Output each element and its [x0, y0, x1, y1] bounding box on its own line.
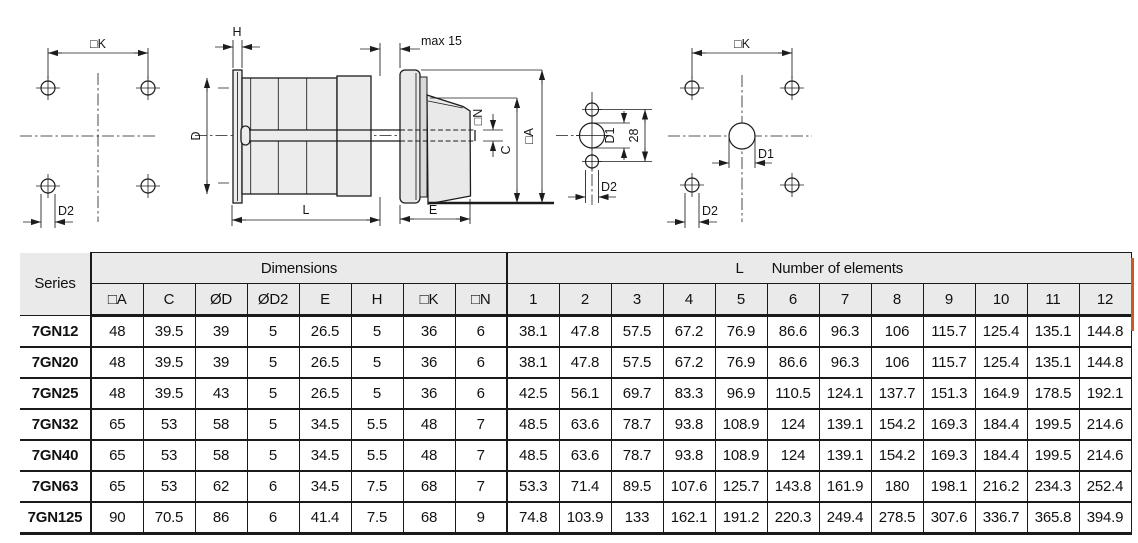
table-row — [20, 440, 1131, 471]
length-value: 67.2 — [663, 347, 715, 378]
length-value: 48.5 — [507, 409, 559, 440]
col-header-element: 11 — [1027, 284, 1079, 316]
dimension-value: 65 — [91, 409, 143, 440]
mounting-hole — [36, 76, 60, 100]
length-value: 106 — [871, 316, 923, 348]
length-value: 48.5 — [507, 440, 559, 471]
dimension-value: 26.5 — [299, 378, 351, 409]
dimension-value: 6 — [455, 378, 507, 409]
dimension-value: 5.5 — [351, 409, 403, 440]
length-value: 252.4 — [1079, 471, 1131, 502]
length-value: 47.8 — [559, 347, 611, 378]
sub-header-row — [20, 284, 1131, 316]
dim-label-d2: D2 — [58, 204, 74, 218]
panel-cutout-left-drawing — [20, 37, 160, 228]
length-value: 96.3 — [819, 347, 871, 378]
series-cell: 7GN32 — [20, 409, 91, 440]
dimension-value: 6 — [247, 502, 299, 534]
col-header-element: 4 — [663, 284, 715, 316]
length-value: 249.4 — [819, 502, 871, 534]
length-value: 154.2 — [871, 409, 923, 440]
length-value: 191.2 — [715, 502, 767, 534]
dim-label-28: 28 — [627, 128, 641, 143]
dim-label-e: E — [428, 203, 438, 217]
dimension-value: 41.4 — [299, 502, 351, 534]
dim-label-d1: D1 — [603, 127, 617, 144]
dimension-value: 36 — [403, 378, 455, 409]
dimension-value: 86 — [195, 502, 247, 534]
series-cell: 7GN40 — [20, 440, 91, 471]
length-value: 365.8 — [1027, 502, 1079, 534]
length-value: 151.3 — [923, 378, 975, 409]
length-value: 108.9 — [715, 440, 767, 471]
length-value: 198.1 — [923, 471, 975, 502]
dimension-value: 36 — [403, 347, 455, 378]
dimension-value: 53 — [143, 409, 195, 440]
dim-label-n: □N — [471, 108, 485, 126]
mounting-hole — [680, 76, 704, 100]
dimension-value: 5 — [247, 316, 299, 348]
dimension-value: 7 — [455, 471, 507, 502]
length-value: 63.6 — [559, 440, 611, 471]
length-value: 139.1 — [819, 409, 871, 440]
dimension-value: 53 — [143, 440, 195, 471]
length-value: 137.7 — [871, 378, 923, 409]
col-header-dimension: □K — [403, 284, 455, 316]
dim-label-h: H — [232, 25, 242, 39]
dimension-value: 48 — [91, 347, 143, 378]
dimension-value: 6 — [455, 347, 507, 378]
length-value: 76.9 — [715, 316, 767, 348]
dimension-value: 70.5 — [143, 502, 195, 534]
length-value: 139.1 — [819, 440, 871, 471]
shaft-detail-drawing — [556, 92, 652, 205]
group-header-row — [20, 253, 1131, 284]
length-value: 71.4 — [559, 471, 611, 502]
dim-label-d2: D2 — [601, 180, 617, 194]
dimension-value: 34.5 — [299, 409, 351, 440]
length-value: 220.3 — [767, 502, 819, 534]
length-value: 89.5 — [611, 471, 663, 502]
dimension-value: 39.5 — [143, 378, 195, 409]
length-value: 115.7 — [923, 347, 975, 378]
length-value: 47.8 — [559, 316, 611, 348]
dimension-value: 7.5 — [351, 502, 403, 534]
table-row — [20, 378, 1131, 409]
dimension-value: 68 — [403, 471, 455, 502]
col-header-dimension: H — [351, 284, 403, 316]
length-value: 336.7 — [975, 502, 1027, 534]
col-header-element: 10 — [975, 284, 1027, 316]
length-value: 78.7 — [611, 440, 663, 471]
length-value: 161.9 — [819, 471, 871, 502]
length-value: 125.7 — [715, 471, 767, 502]
length-value: 125.4 — [975, 347, 1027, 378]
length-value: 143.8 — [767, 471, 819, 502]
dim-label-d: D — [189, 131, 203, 141]
l-label: L — [735, 259, 744, 277]
dim-label-a: □A — [522, 128, 536, 144]
dimension-value: 39 — [195, 347, 247, 378]
dim-label-c: C — [499, 145, 513, 155]
length-value: 278.5 — [871, 502, 923, 534]
dimension-value: 5 — [351, 316, 403, 348]
series-cell: 7GN25 — [20, 378, 91, 409]
table-body — [20, 316, 1131, 534]
length-value: 53.3 — [507, 471, 559, 502]
dimension-value: 58 — [195, 409, 247, 440]
dim-label-k: □K — [90, 37, 106, 51]
length-value: 164.9 — [975, 378, 1027, 409]
length-value: 125.4 — [975, 316, 1027, 348]
dimension-value: 6 — [455, 316, 507, 348]
mounting-hole — [136, 174, 160, 198]
length-value: 124 — [767, 440, 819, 471]
dim-label-l: L — [302, 203, 310, 217]
col-header-dimension: C — [143, 284, 195, 316]
length-value: 169.3 — [923, 440, 975, 471]
length-value: 115.7 — [923, 316, 975, 348]
dimension-value: 39.5 — [143, 347, 195, 378]
dimension-value: 5 — [247, 378, 299, 409]
dimension-value: 7.5 — [351, 471, 403, 502]
length-value: 96.3 — [819, 316, 871, 348]
dimension-value: 5 — [351, 378, 403, 409]
dim-label-d2: D2 — [702, 204, 718, 218]
dimension-value: 26.5 — [299, 316, 351, 348]
length-value: 69.7 — [611, 378, 663, 409]
dimension-value: 43 — [195, 378, 247, 409]
dimension-value: 34.5 — [299, 471, 351, 502]
col-header-element: 2 — [559, 284, 611, 316]
series-cell: 7GN20 — [20, 347, 91, 378]
dim-label-d1: D1 — [758, 147, 774, 161]
table-row — [20, 316, 1131, 348]
length-value: 57.5 — [611, 347, 663, 378]
dimension-value: 7 — [455, 409, 507, 440]
table-row — [20, 502, 1131, 534]
series-cell: 7GN12 — [20, 316, 91, 348]
technical-drawings — [0, 0, 1138, 245]
dimension-value: 39 — [195, 316, 247, 348]
length-value: 162.1 — [663, 502, 715, 534]
col-header-element: 12 — [1079, 284, 1131, 316]
length-value: 169.3 — [923, 409, 975, 440]
series-cell: 7GN125 — [20, 502, 91, 534]
dimension-value: 5.5 — [351, 440, 403, 471]
dimension-value: 62 — [195, 471, 247, 502]
length-value: 106 — [871, 347, 923, 378]
series-cell: 7GN63 — [20, 471, 91, 502]
length-value: 124.1 — [819, 378, 871, 409]
col-header-series: Series — [20, 253, 91, 316]
dim-label-max15: max 15 — [421, 34, 462, 48]
dimension-value: 36 — [403, 316, 455, 348]
table-row — [20, 409, 1131, 440]
length-value: 184.4 — [975, 409, 1027, 440]
length-value: 78.7 — [611, 409, 663, 440]
col-group-elements — [507, 253, 1131, 284]
col-group-dimensions: Dimensions — [91, 253, 507, 284]
length-value: 38.1 — [507, 347, 559, 378]
dim-label-k: □K — [734, 37, 750, 51]
col-header-dimension: ØD — [195, 284, 247, 316]
dimension-value: 5 — [247, 440, 299, 471]
length-value: 76.9 — [715, 347, 767, 378]
dimension-value: 48 — [91, 378, 143, 409]
length-value: 214.6 — [1079, 409, 1131, 440]
length-value: 107.6 — [663, 471, 715, 502]
length-value: 307.6 — [923, 502, 975, 534]
length-value: 394.9 — [1079, 502, 1131, 534]
dimension-value: 90 — [91, 502, 143, 534]
length-value: 216.2 — [975, 471, 1027, 502]
length-value: 135.1 — [1027, 316, 1079, 348]
elements-label: Number of elements — [771, 259, 904, 277]
length-value: 180 — [871, 471, 923, 502]
dimension-value: 39.5 — [143, 316, 195, 348]
dimension-value: 65 — [91, 471, 143, 502]
dimension-value: 48 — [91, 316, 143, 348]
length-value: 63.6 — [559, 409, 611, 440]
dimension-value: 34.5 — [299, 440, 351, 471]
length-value: 184.4 — [975, 440, 1027, 471]
dimension-value: 48 — [403, 440, 455, 471]
length-value: 110.5 — [767, 378, 819, 409]
length-value: 42.5 — [507, 378, 559, 409]
dimension-value: 65 — [91, 440, 143, 471]
col-header-element: 5 — [715, 284, 767, 316]
col-header-element: 7 — [819, 284, 871, 316]
length-value: 103.9 — [559, 502, 611, 534]
length-value: 135.1 — [1027, 347, 1079, 378]
length-value: 199.5 — [1027, 409, 1079, 440]
length-value: 214.6 — [1079, 440, 1131, 471]
length-value: 67.2 — [663, 316, 715, 348]
panel-cutout-right-drawing — [667, 37, 812, 228]
col-header-dimension: □N — [455, 284, 507, 316]
dimension-value: 26.5 — [299, 347, 351, 378]
table-row — [20, 471, 1131, 502]
dimension-value: 53 — [143, 471, 195, 502]
length-value: 234.3 — [1027, 471, 1079, 502]
side-view-handle-drawing — [360, 34, 554, 224]
dimensions-table — [20, 252, 1132, 535]
length-value: 86.6 — [767, 316, 819, 348]
dimension-value: 7 — [455, 440, 507, 471]
mounting-hole — [36, 174, 60, 198]
length-value: 86.6 — [767, 347, 819, 378]
col-header-dimension: E — [299, 284, 351, 316]
mounting-hole — [136, 76, 160, 100]
dimension-value: 5 — [247, 347, 299, 378]
length-value: 74.8 — [507, 502, 559, 534]
length-value: 96.9 — [715, 378, 767, 409]
mounting-hole — [780, 173, 804, 197]
length-value: 57.5 — [611, 316, 663, 348]
length-value: 154.2 — [871, 440, 923, 471]
length-value: 93.8 — [663, 440, 715, 471]
length-value: 199.5 — [1027, 440, 1079, 471]
dimension-value: 5 — [351, 347, 403, 378]
length-value: 124 — [767, 409, 819, 440]
dimension-value: 48 — [403, 409, 455, 440]
table-row — [20, 347, 1131, 378]
mounting-hole — [680, 173, 704, 197]
dimension-value: 5 — [247, 409, 299, 440]
col-header-element: 3 — [611, 284, 663, 316]
dimension-value: 6 — [247, 471, 299, 502]
col-header-element: 1 — [507, 284, 559, 316]
length-value: 93.8 — [663, 409, 715, 440]
dimension-value: 68 — [403, 502, 455, 534]
length-value: 192.1 — [1079, 378, 1131, 409]
length-value: 144.8 — [1079, 347, 1131, 378]
col-header-element: 9 — [923, 284, 975, 316]
section-tab-marker — [1131, 258, 1134, 331]
mounting-hole — [780, 76, 804, 100]
length-value: 108.9 — [715, 409, 767, 440]
col-header-element: 8 — [871, 284, 923, 316]
col-header-dimension: □A — [91, 284, 143, 316]
length-value: 133 — [611, 502, 663, 534]
length-value: 38.1 — [507, 316, 559, 348]
col-header-element: 6 — [767, 284, 819, 316]
col-header-dimension: ØD2 — [247, 284, 299, 316]
dimension-value: 58 — [195, 440, 247, 471]
length-value: 178.5 — [1027, 378, 1079, 409]
length-value: 144.8 — [1079, 316, 1131, 348]
dimension-value: 9 — [455, 502, 507, 534]
length-value: 56.1 — [559, 378, 611, 409]
length-value: 83.3 — [663, 378, 715, 409]
